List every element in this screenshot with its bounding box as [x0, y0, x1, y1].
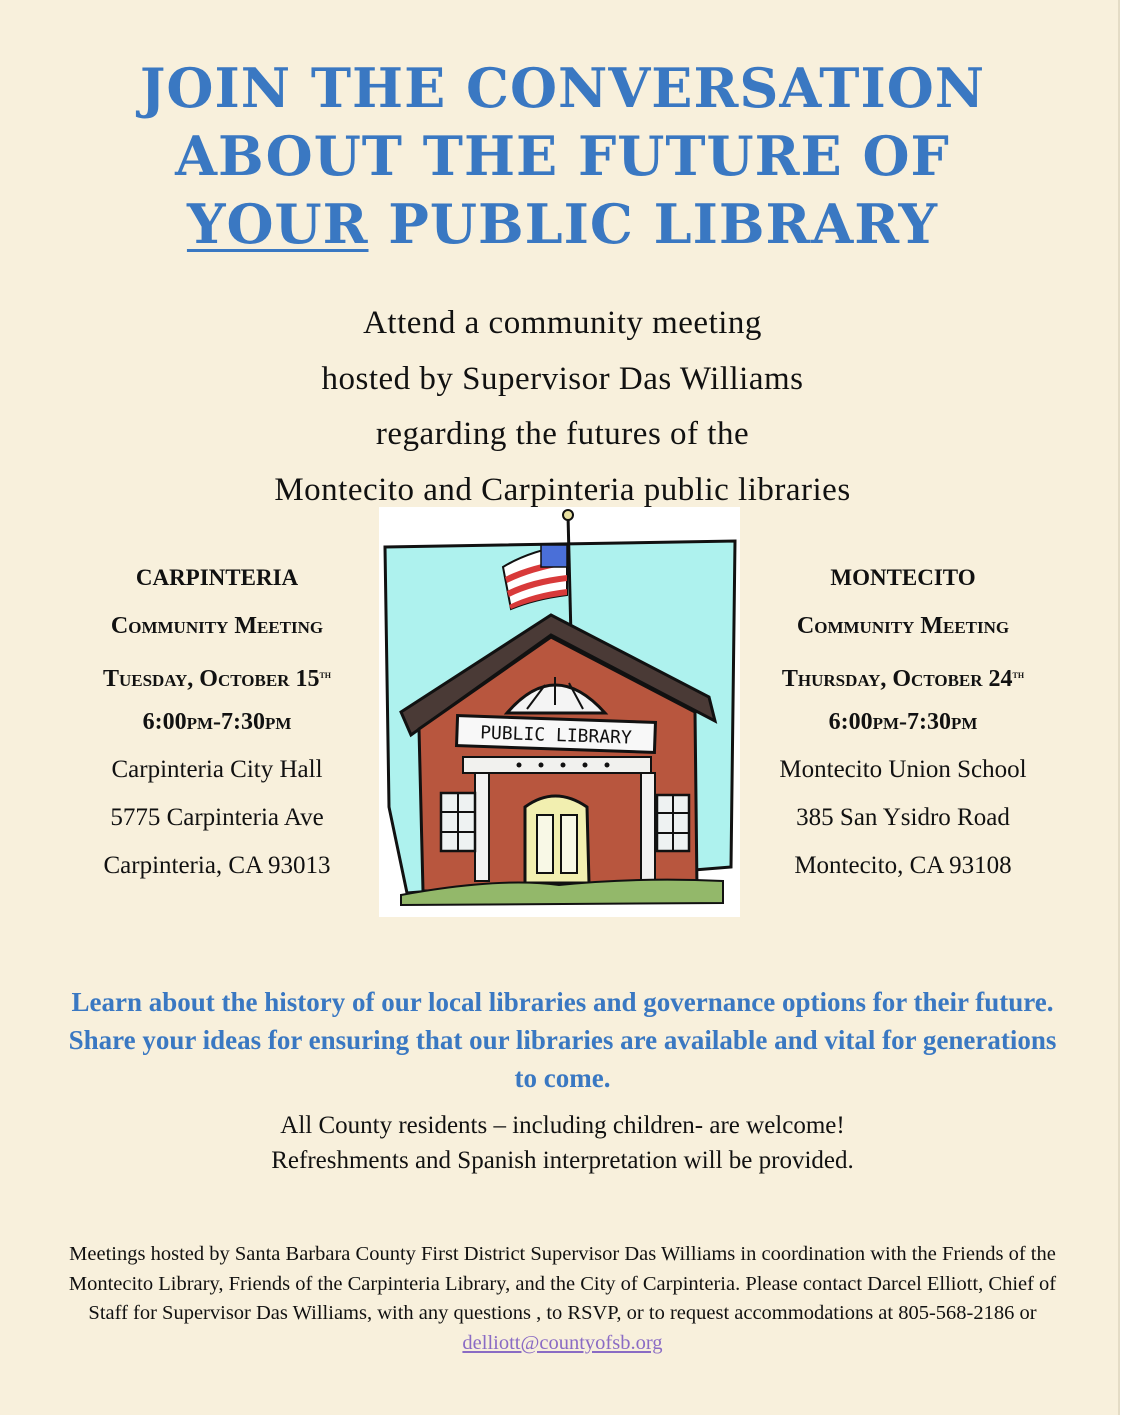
montecito-meeting-label: Community Meeting — [796, 613, 1010, 639]
welcome-line: All County residents – including children- are welcome! — [280, 1112, 845, 1139]
headline-line-1: JOIN THE CONVERSATION — [139, 56, 986, 120]
carpinteria-city-line: Carpinteria, CA 93013 — [103, 852, 331, 879]
library-sign-text: PUBLIC LIBRARY — [479, 722, 633, 749]
door-panel-left — [537, 815, 553, 873]
headline-line-3-rest: PUBLIC LIBRARY — [368, 192, 939, 256]
welcome-text — [0, 1108, 1125, 1178]
ornament-dot — [561, 763, 566, 768]
intro-text — [0, 296, 1125, 518]
left-column — [475, 773, 489, 881]
headline — [0, 54, 1125, 258]
library-building-illustration — [379, 507, 740, 917]
montecito-date-suffix: th — [1012, 667, 1025, 681]
door-panel-right — [561, 815, 577, 873]
ornament-dot — [583, 763, 588, 768]
footer-contact — [50, 1240, 1075, 1358]
headline-line-2: ABOUT THE FUTURE OF — [175, 124, 950, 188]
montecito-venue: Montecito Union School — [779, 756, 1027, 783]
montecito-date — [743, 656, 1063, 704]
ornament-dot — [605, 763, 610, 768]
carpinteria-meeting-label: Community Meeting — [110, 613, 324, 639]
montecito-date-text: Thursday, October 24 — [781, 666, 1013, 692]
montecito-time: 6:00pm-7:30pm — [828, 709, 978, 735]
carpinteria-street: 5775 Carpinteria Ave — [110, 804, 324, 831]
front-door — [525, 796, 589, 883]
entablature — [463, 757, 651, 773]
carpinteria-date-text: Tuesday, October 15 — [102, 666, 320, 692]
carpinteria-time: 6:00pm-7:30pm — [142, 709, 292, 735]
intro-line: Montecito and Carpinteria public libraries — [274, 471, 851, 508]
montecito-meeting — [743, 560, 1063, 896]
carpinteria-meeting — [57, 560, 377, 896]
ornament-dot — [539, 763, 544, 768]
intro-line: Attend a community meeting — [363, 305, 762, 341]
montecito-city-line: Montecito, CA 93108 — [794, 852, 1012, 879]
intro-line: hosted by Supervisor Das Williams — [321, 360, 804, 397]
montecito-city-heading: MONTECITO — [830, 565, 976, 590]
learn-more-text: Learn about the history of our local libraries and governance options for their future. Share your ideas for ensuring that our libraries are available and vital for generations to come. — [68, 987, 1057, 1093]
footer-text: Meetings hosted by Santa Barbara County First District Supervisor Das Williams in coordination with the Friends of the Montecito Library, Friends of the Carpinteria Library, and the City of Carpinteria. Please contact Darcel Elliott, Chief of Staff for Supervisor Das Williams, with any questions , to RSVP, or to request accommodations at 805-568-2186 or — [68, 1243, 1062, 1324]
right-column — [641, 773, 655, 881]
ornament-dot — [517, 763, 522, 768]
flag-pole-finial — [563, 510, 573, 520]
welcome-line: Refreshments and Spanish interpretation will be provided. — [271, 1147, 854, 1174]
montecito-street: 385 San Ysidro Road — [796, 804, 1010, 831]
carpinteria-date-suffix: th — [319, 667, 332, 681]
headline-line-3 — [0, 190, 1125, 258]
intro-line: regarding the futures of the — [375, 416, 750, 452]
carpinteria-date — [57, 656, 377, 704]
headline-emphasis: YOUR — [186, 192, 369, 256]
email-link[interactable]: delliott@countyofsb.org — [462, 1331, 663, 1354]
flag-canton — [541, 545, 567, 567]
carpinteria-venue: Carpinteria City Hall — [111, 756, 323, 783]
carpinteria-city-heading: CARPINTERIA — [135, 565, 299, 590]
